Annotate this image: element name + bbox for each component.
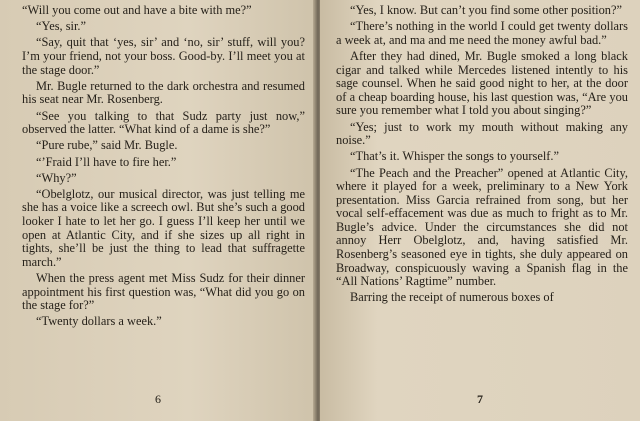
right-page xyxy=(320,0,640,421)
page-number: 7 xyxy=(477,392,483,406)
paragraph: After they had dined, Mr. Bugle smoked a long black cigar and talked while Mercedes listened intently to his sage counsel. When he said good night to her, at the door of a cheap boarding house, his last question was, “Are you sure you remember what I told you about singing?” xyxy=(336,48,628,118)
page-number: 6 xyxy=(155,392,161,406)
paragraph: “There’s nothing in the world I could get twenty dollars a week at, and ma and me need the money awful bad.” xyxy=(336,19,628,47)
paragraph: “The Peach and the Preacher” opened at Atlantic City, where it played for a week, preliminary to a New York presentation. Miss Garcia refrained from song, but her vocal self-effacement was due as much to fright as to Mr. Bugle’s advice. Under the circumstances she did not annoy Herr Obelglotz, and, having satisfied Mr. Rosenberg’s seasoned eye in tights, she duly appeared on Broadway, conspicuously waving a Spanish flag in the “All Nations’ Ragtime” number. xyxy=(336,165,628,289)
paragraph: “Yes; just to work my mouth without making any noise.” xyxy=(336,119,628,148)
paragraph: Mr. Bugle returned to the dark orchestra and resumed his seat near Mr. Rosenberg. xyxy=(22,78,305,107)
paragraph: “Twenty dollars a week.” xyxy=(36,314,162,329)
right-page-text xyxy=(336,4,628,308)
left-page xyxy=(0,0,316,421)
left-page-text xyxy=(22,4,305,332)
paragraph: “Why?” xyxy=(36,170,77,185)
paragraph: “That’s it. Whisper the songs to yourself.” xyxy=(350,149,559,164)
paragraph: “Say, quit that ‘yes, sir’ and ‘no, sir’ stuff, will you? I’m your friend, not your boss. Good-by. I’ll meet you at the stage door.” xyxy=(22,35,305,77)
paragraph: “See you talking to that Sudz party just now,” observed the latter. “What kind of a dame is she?” xyxy=(22,108,305,137)
paragraph: “Pure rube,” said Mr. Bugle. xyxy=(36,138,178,153)
paragraph: Barring the receipt of numerous boxes of xyxy=(350,290,554,305)
paragraph: “Will you come out and have a bite with me?” xyxy=(22,3,252,17)
paragraph: “Yes, sir.” xyxy=(36,19,87,34)
paragraph: “Yes, I know. But can’t you find some other position?” xyxy=(350,3,622,17)
paragraph: “’Fraid I’ll have to fire her.” xyxy=(36,154,177,169)
paragraph: “Obelglotz, our musical director, was just telling me she has a voice like a screech owl. But she’s such a good looker I hate to let her go. I guess I’ll keep her until we open at Atlantic City, and if she sizes up all right in tights, she’ll be just the thing to lead that suffragette march.” xyxy=(22,186,305,269)
paragraph: When the press agent met Miss Sudz for their dinner appointment his first question was, “What did you go on the stage for?” xyxy=(22,271,305,313)
